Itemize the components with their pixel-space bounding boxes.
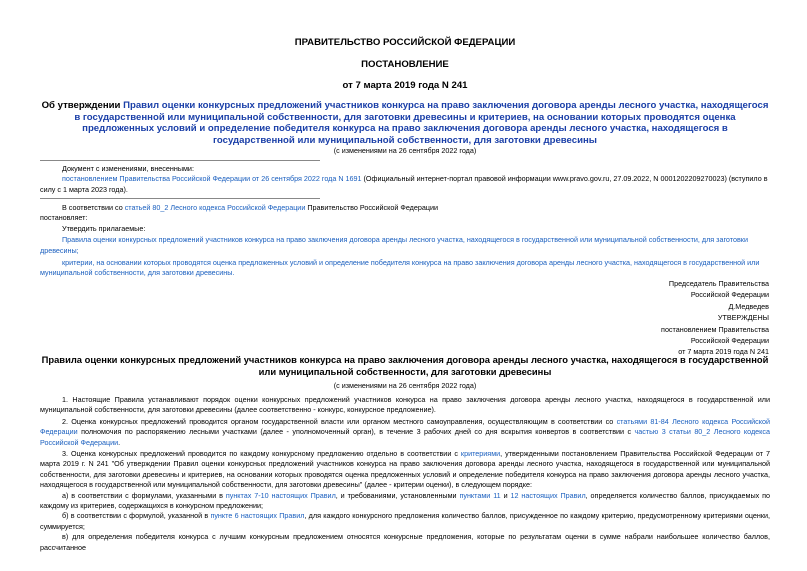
amendment-link[interactable]: постановлением Правительства Российской Федерации от 26 сентября 2022 года N 1691 [62, 174, 362, 184]
title-link[interactable]: Правил оценки конкурсных предложений участников конкурса на право заключения договора аренды лесного участка, находящегося в государственной или муниципальной собственности, для заготовки древесины и критериев, на основании которых проводятся оценка предложенных условий и определение победителя конкурса на право заключения договора аренды лесного участка, находящегося в государственной или муниципальной собственности, для заготовки древесины [74, 100, 769, 146]
amendment-source: (Официальный интернет-портал правовой информации www.pravo.gov.ru, 27.09.2022, N 0001202209270023) (вступило в силу с 1 марта 2023 года). [40, 174, 768, 194]
item-a-text-d: , определяется количество баллов, присуждаемых по каждому из критериев, содержащихся в конкурсном предложении; [40, 490, 770, 511]
document-title [40, 100, 770, 146]
rules-changes: (с изменениями на 26 сентября 2022 года) [333, 381, 477, 390]
rule-item-c: в) для определения победителя конкурса с лучшим конкурсным предложением относятся конкурсные предложения, которые по результатам оценки в сумме набрали наибольшее количество баллов, рассчитанное [40, 532, 770, 552]
rule-paragraph-2 [40, 417, 770, 448]
article-80-2-link[interactable]: частью 3 статьи 80_2 Лесного кодекса Российской Федерации [40, 427, 770, 447]
document-date: от 7 марта 2019 года N 241 [342, 80, 468, 91]
approval-by: постановлением Правительства [661, 324, 769, 334]
item-a-text-a: а) в соответствии с формулами, указанными в [62, 490, 226, 500]
approval-date: от 7 марта 2019 года N 241 [678, 347, 769, 357]
preamble-decree: постановляет: [40, 213, 88, 223]
document-type: ПОСТАНОВЛЕНИЕ [361, 59, 449, 70]
rules-title: Правила оценки конкурсных предложений участников конкурса на право заключения договора аренды лесного участка, находящегося в государственной или муниципальной собственности, для заготовки древесины [41, 354, 769, 377]
signature-name: Д.Медведев [728, 301, 769, 311]
preamble-approve: Утвердить прилагаемые: [62, 223, 146, 233]
point-6-link[interactable]: пункте 6 настоящих Правил [210, 511, 305, 521]
divider-bottom [40, 198, 320, 199]
rule-paragraph-1: 1. Настоящие Правила устанавливают порядок оценки конкурсных предложений участников конкурса на право заключения договора аренды лесного участка, находящегося в государственной или муниципальной собственности, для заготовки древесины (далее соответственно - конкурс, конкурсное предложение). [40, 395, 770, 415]
item-a-text-c: и [500, 490, 511, 500]
divider-top [40, 160, 320, 161]
rule-2-text-c: . [118, 437, 121, 447]
government-heading: ПРАВИТЕЛЬСТВО РОССИЙСКОЙ ФЕДЕРАЦИИ [294, 37, 516, 48]
amendments-detail [40, 174, 770, 195]
preamble-basis [40, 203, 770, 213]
rule-3-text-a: 3. Оценка конкурсных предложений проводится по каждому конкурсному предложению отдельно в соответствии с [62, 449, 461, 459]
title-prefix: Об утверждении [41, 100, 124, 111]
criteria-link[interactable]: критериями [460, 449, 501, 459]
rule-item-b [40, 511, 770, 532]
preamble [40, 203, 770, 279]
approved-criteria-link[interactable]: критерии, на основании которых проводятся оценка предложенных условий и определение победителя конкурса на право заключения договора аренды лесного участка, находящегося в государственной или муниципальной собственности, для заготовки древесины. [40, 258, 760, 278]
rule-3-text-b: , утвержденными постановлением Правительства Российской Федерации от 7 марта 2019 г. N 241 "Об утверждении Правил оценки конкурсных предложений участников конкурса на право заключения договора аренды лесного участка, находящегося в государственной или муниципальной собственности, для заготовки древесины и критериев, на основании которых проводятся оценка предложенных условий и определение победителя конкурса на право заключения договора аренды лесного участка, находящегося в государственной или муниципальной собственности, для заготовки древесины" (далее - критерии оценки), в следующем порядке: [40, 449, 771, 490]
points-7-10-link[interactable]: пунктах 7-10 настоящих Правил [225, 490, 336, 500]
approval-stamp: УТВЕРЖДЕНЫ [717, 313, 769, 323]
rule-2-text-a: 2. Оценка конкурсных предложений проводится органом государственной власти или органом местного самоуправления, осуществляющим в соответствии со [62, 416, 617, 426]
item-a-text-b: , и требованиями, установленными [335, 490, 460, 500]
signature-country: Российской Федерации [690, 290, 769, 300]
rules-body [40, 395, 770, 553]
point-12-link[interactable]: 12 настоящих Правил [510, 490, 586, 500]
signature-position: Председатель Правительства [668, 279, 769, 288]
amendments-note [40, 164, 770, 195]
changes-note: (с изменениями на 26 сентября 2022 года) [333, 146, 477, 155]
rule-2-text-b: полномочия по распоряжению лесными участками (далее - уполномоченный орган), в течение 3 рабочих дней со дня вскрытия конвертов в соответствии с [77, 427, 635, 437]
rule-paragraph-3 [40, 449, 770, 491]
articles-81-84-link[interactable]: статьями 81-84 Лесного кодекса Российской Федерации [40, 416, 770, 437]
amendments-line: Документ с изменениями, внесенными: [62, 164, 194, 173]
point-11-link[interactable]: пунктами 11 [459, 490, 501, 500]
approved-rules-link[interactable]: Правила оценки конкурсных предложений участников конкурса на право заключения договора аренды лесного участка, находящегося в государственной или муниципальной собственности, для заготовки древесины; [40, 235, 748, 255]
preamble-text-b: Правительство Российской Федерации [305, 203, 439, 212]
approval-country: Российской Федерации [690, 336, 769, 346]
item-b-text-b: , для каждого конкурсного предложения количество баллов, присужденное по каждому критерию, предусмотренному критериями оценки, суммируется; [40, 511, 771, 531]
preamble-text-a: В соответствии со [62, 203, 125, 212]
signature-block [661, 278, 769, 358]
forest-code-link[interactable]: статьей 80_2 Лесного кодекса Российской Федерации [124, 203, 306, 212]
item-b-text-a: б) в соответствии с формулой, указанной в [62, 511, 211, 521]
rule-item-a [40, 491, 770, 512]
